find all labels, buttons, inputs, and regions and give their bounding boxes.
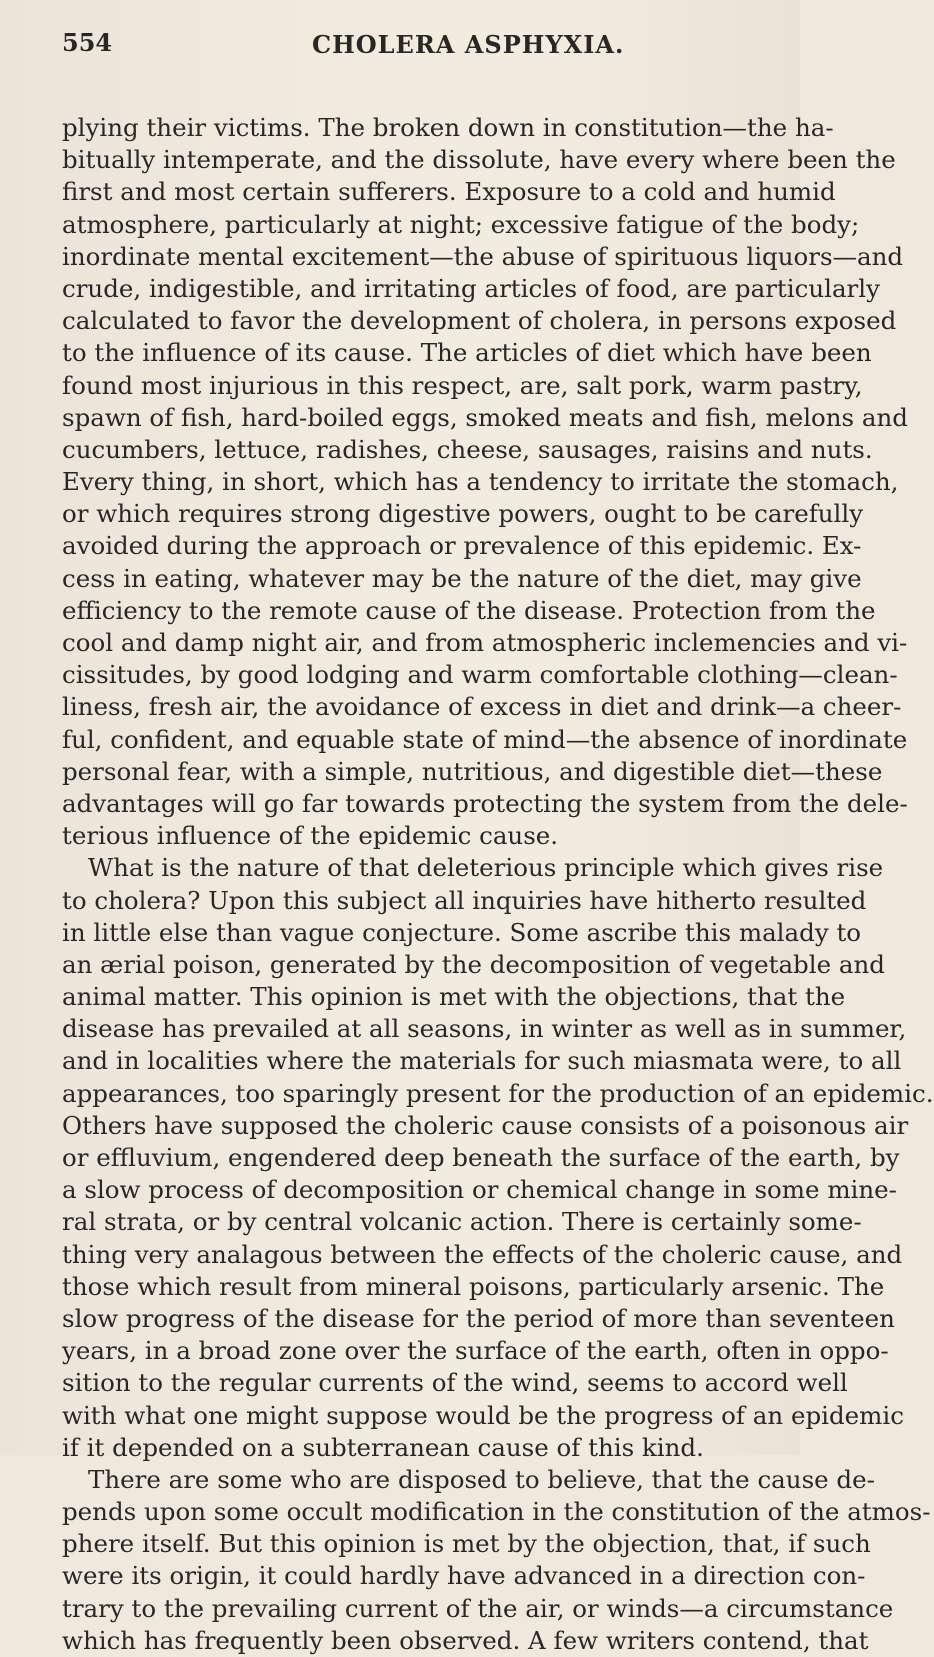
text-line: terious influence of the epidemic cause. (62, 821, 559, 851)
running-title: CHOLERA ASPHYXIA. (312, 30, 625, 59)
text-line: atmosphere, particularly at night; excessive fatigue of the body; (62, 209, 860, 239)
page-number: 554 (62, 28, 113, 57)
text-line: efficiency to the remote cause of the disease. Protection from the (62, 595, 876, 625)
text-line: thing very analagous between the effects of the choleric cause, and (62, 1239, 903, 1269)
text-line: personal fear, with a simple, nutritious, and digestible diet—these (62, 756, 883, 786)
text-line: avoided during the approach or prevalence of this epidemic. Ex- (62, 531, 862, 561)
text-line: an ærial poison, generated by the decomposition of vegetable and (62, 949, 885, 979)
text-line: or effluvium, engendered deep beneath the surface of the earth, by (62, 1143, 900, 1172)
text-line: those which result from mineral poisons, particularly arsenic. The (62, 1271, 885, 1301)
text-line: and in localities where the materials for such miasmata were, to all (62, 1046, 902, 1076)
text-line: pends upon some occult modification in the constitution of the atmos- (62, 1497, 931, 1527)
text-line: appearances, too sparingly present for the production of an epidemic. (62, 1078, 934, 1108)
text-line: plying their victims. The broken down in constitution—the ha- (62, 113, 834, 142)
text-line: to the influence of its cause. The articles of diet which have been (62, 338, 872, 368)
text-line: cucumbers, lettuce, radishes, cheese, sausages, raisins and nuts. (62, 434, 873, 464)
text-line: were its origin, it could hardly have advanced in a direction con- (62, 1561, 866, 1591)
text-line: liness, fresh air, the avoidance of excess in diet and drink—a cheer- (62, 692, 902, 722)
text-line: cess in eating, whatever may be the nature of the diet, may give (62, 563, 862, 593)
text-line: Every thing, in short, which has a tendency to irritate the stomach, (62, 467, 899, 497)
text-line: advantages will go far towards protecting the system from the dele- (62, 788, 908, 818)
text-line: phere itself. But this opinion is met by the objection, that, if such (62, 1529, 871, 1559)
text-line: or which requires strong digestive powers, ought to be carefully (62, 499, 864, 529)
text-line: cissitudes, by good lodging and warm comfortable clothing—clean- (62, 660, 898, 690)
text-line: slow progress of the disease for the period of more than seventeen (62, 1303, 895, 1333)
text-line: calculated to favor the development of cholera, in persons exposed (62, 306, 897, 336)
text-line: ral strata, or by central volcanic action. There is certainly some- (62, 1207, 862, 1237)
text-line: found most injurious in this respect, are, salt pork, warm pastry, (62, 370, 863, 400)
text-line: with what one might suppose would be the progress of an epidemic (62, 1400, 904, 1430)
body-text (62, 112, 934, 1657)
text-line: What is the nature of that deleterious principle which gives rise (88, 853, 884, 883)
text-line: cool and damp night air, and from atmospheric inclemencies and vi- (62, 628, 908, 657)
text-line: first and most certain sufferers. Exposure to a cold and humid (62, 177, 836, 207)
text-line: trary to the prevailing current of the air, or winds—a circumstance (62, 1593, 894, 1623)
text-line: years, in a broad zone over the surface of the earth, often in oppo- (62, 1336, 889, 1366)
text-line: Others have supposed the choleric cause consists of a poisonous air (62, 1110, 909, 1140)
text-line: crude, indigestible, and irritating articles of food, are particularly (62, 273, 880, 303)
text-line: spawn of fish, hard-boiled eggs, smoked meats and fish, melons and (62, 402, 908, 432)
text-line: sition to the regular currents of the wind, seems to accord well (62, 1368, 848, 1398)
text-line: which has frequently been observed. A few writers contend, that (62, 1625, 869, 1655)
text-line: if it depended on a subterranean cause of this kind. (62, 1432, 704, 1462)
text-line: bitually intemperate, and the dissolute, have every where been the (62, 145, 896, 175)
text-line: animal matter. This opinion is met with the objections, that the (62, 982, 846, 1012)
text-line: in little else than vague conjecture. Some ascribe this malady to (62, 917, 862, 947)
text-line: a slow process of decomposition or chemical change in some mine- (62, 1175, 897, 1205)
text-line: ful, confident, and equable state of mind—the absence of inordinate (62, 724, 908, 754)
text-line: to cholera? Upon this subject all inquiries have hitherto resulted (62, 885, 867, 915)
text-line: inordinate mental excitement—the abuse of spirituous liquors—and (62, 241, 904, 271)
text-line: There are some who are disposed to believe, that the cause de- (88, 1464, 875, 1494)
text-line: disease has prevailed at all seasons, in winter as well as in summer, (62, 1014, 907, 1044)
running-head (62, 28, 762, 68)
